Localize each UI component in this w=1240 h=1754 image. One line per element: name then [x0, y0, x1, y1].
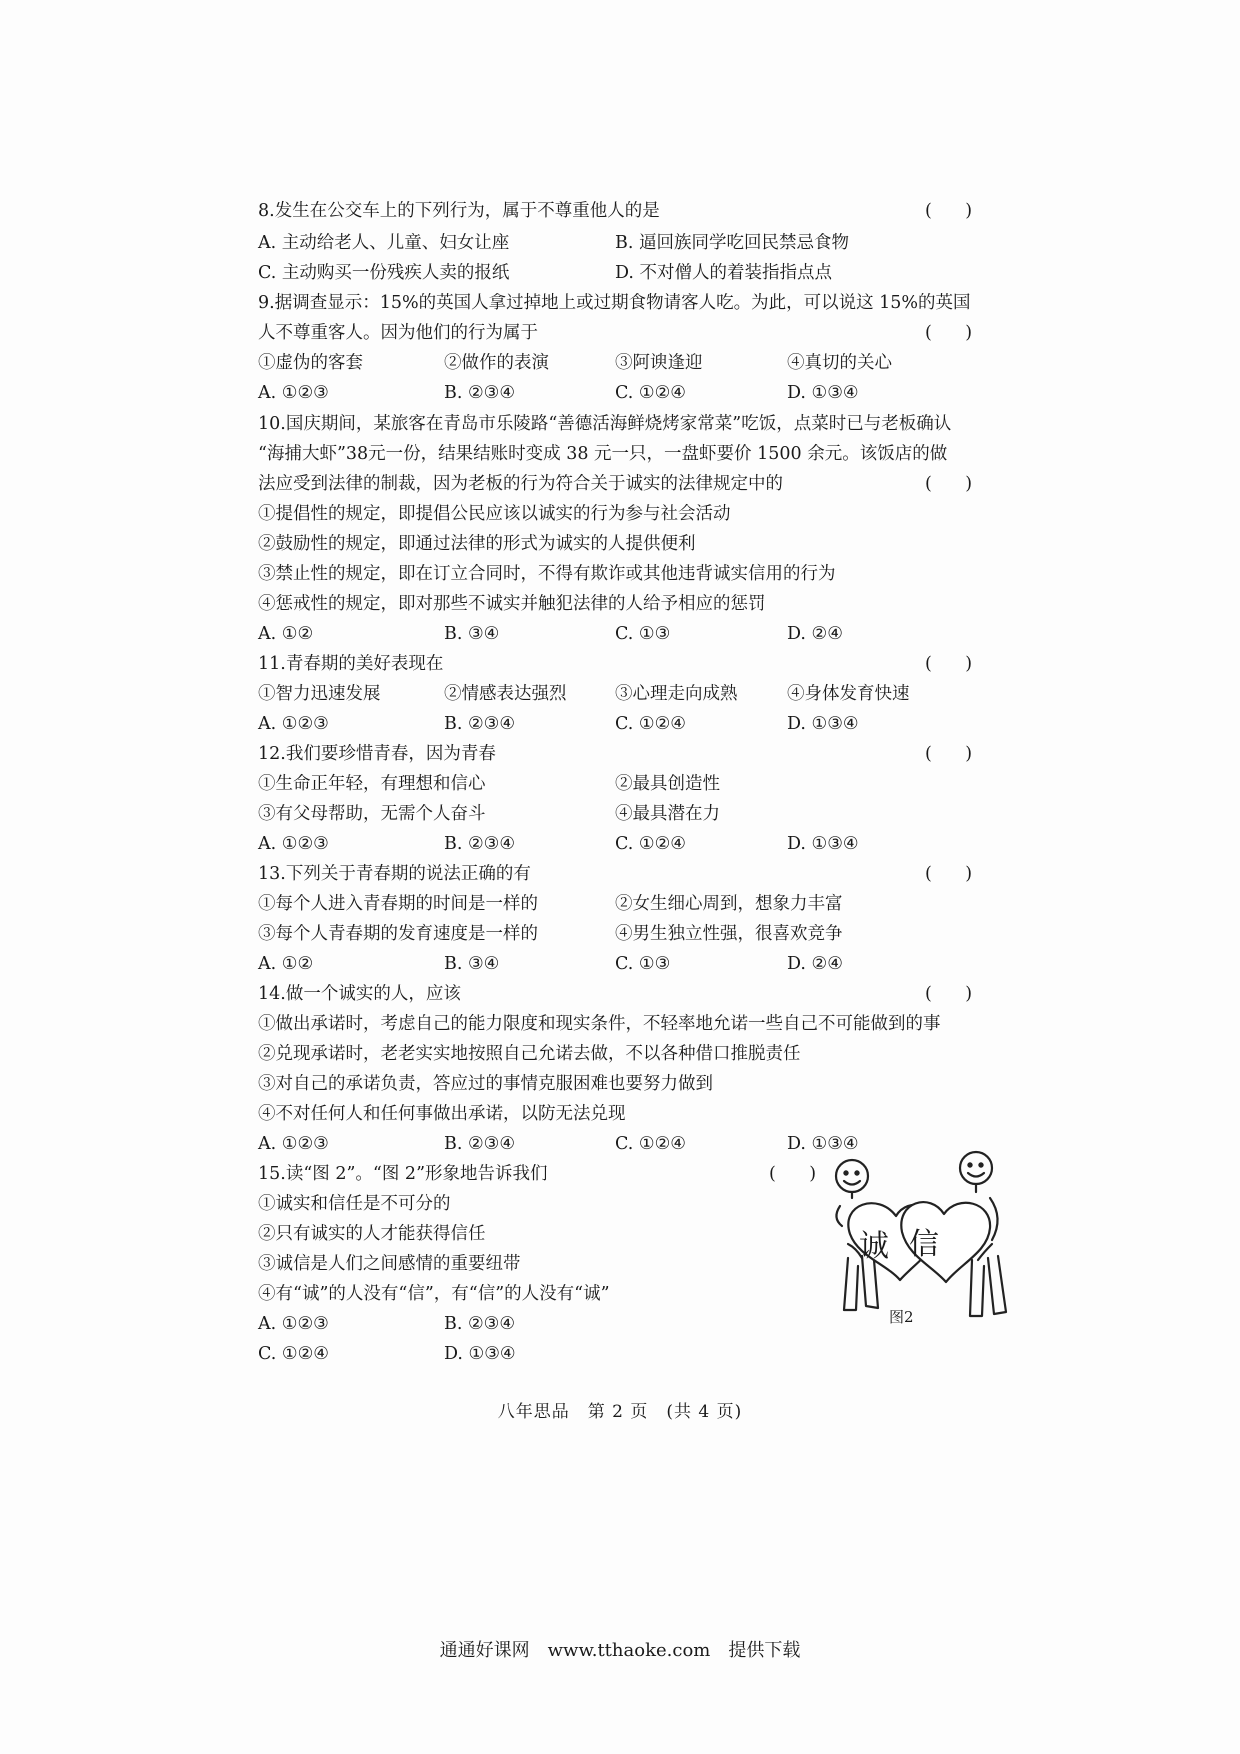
q14-statement-3: ③对自己的承诺负责，答应过的事情克服困难也要努力做到: [258, 1074, 713, 1094]
q10-option-d: D. ②④: [787, 624, 843, 644]
q11-option-c: C. ①②④: [615, 714, 686, 734]
heart-right-label: 信: [909, 1227, 939, 1262]
q9-stem-line2: 人不尊重客人。因为他们的行为属于: [258, 323, 538, 343]
q10-stem-line3: 法应受到法律的制裁，因为老板的行为符合关于诚实的法律规定中的: [258, 474, 783, 494]
q11-option-a: A. ①②③: [258, 714, 329, 734]
q14-option-c: C. ①②④: [615, 1134, 686, 1154]
q8-option-a: A. 主动给老人、儿童、妇女让座: [258, 233, 510, 253]
q9-statement-1: ①虚伪的客套: [258, 353, 363, 373]
q13-option-c: C. ①③: [615, 954, 671, 974]
q10-statement-2: ②鼓励性的规定，即通过法律的形式为诚实的人提供便利: [258, 534, 696, 554]
q15-statement-4: ④有“诚”的人没有“信”，有“信”的人没有“诚”: [258, 1284, 610, 1304]
q13-statement-3: ③每个人青春期的发育速度是一样的: [258, 924, 538, 944]
q13-answer-paren: ( ): [925, 864, 973, 884]
q12-answer-paren: ( ): [925, 744, 973, 764]
q15-statement-3: ③诚信是人们之间感情的重要纽带: [258, 1254, 521, 1274]
q10-statement-1: ①提倡性的规定，即提倡公民应该以诚实的行为参与社会活动: [258, 504, 731, 524]
q12-option-d: D. ①③④: [787, 834, 859, 854]
q14-statement-2: ②兑现承诺时，老老实实地按照自己允诺去做，不以各种借口推脱责任: [258, 1044, 801, 1064]
q10-stem-line1: 10.国庆期间，某旅客在青岛市乐陵路“善德活海鲜烧烤家常菜”吃饭，点菜时已与老板确认: [258, 414, 952, 434]
q14-option-a: A. ①②③: [258, 1134, 329, 1154]
q12-option-b: B. ②③④: [444, 834, 516, 854]
q15-option-a: A. ①②③: [258, 1314, 329, 1334]
q12-statement-4: ④最具潜在力: [615, 804, 720, 824]
q10-answer-paren: ( ): [925, 474, 973, 494]
q13-statement-4: ④男生独立性强，很喜欢竞争: [615, 924, 843, 944]
q9-statement-4: ④真切的关心: [787, 353, 892, 373]
q12-option-a: A. ①②③: [258, 834, 329, 854]
q15-stem: 15.读“图 2”。“图 2”形象地告诉我们: [258, 1164, 548, 1184]
q9-statement-2: ②做作的表演: [444, 353, 549, 373]
q9-answer-paren: ( ): [925, 323, 973, 343]
q9-option-b: B. ②③④: [444, 383, 516, 403]
q10-stem-line2: “海捕大虾”38元一份，结果结账时变成 38 元一只，一盘虾要价 1500 余元。该饭店的做: [258, 444, 948, 464]
q11-option-d: D. ①③④: [787, 714, 859, 734]
q13-option-d: D. ②④: [787, 954, 843, 974]
q15-option-c: C. ①②④: [258, 1344, 329, 1364]
q11-statement-4: ④身体发育快速: [787, 684, 910, 704]
q14-answer-paren: ( ): [925, 984, 973, 1004]
q14-stem: 14.做一个诚实的人，应该: [258, 984, 461, 1004]
figure-2-caption: 图2: [889, 1308, 914, 1326]
q14-statement-1: ①做出承诺时，考虑自己的能力限度和现实条件，不轻率地允诺一些自己不可能做到的事: [258, 1014, 941, 1034]
q13-stem: 13.下列关于青春期的说法正确的有: [258, 864, 531, 884]
q12-stem: 12.我们要珍惜青春，因为青春: [258, 744, 496, 764]
q11-statement-2: ②情感表达强烈: [444, 684, 567, 704]
q9-stem-line1: 9.据调查显示：15%的英国人拿过掉地上或过期食物请客人吃。为此，可以说这 15%的英国: [258, 293, 971, 313]
q13-option-a: A. ①②: [258, 954, 314, 974]
q12-statement-1: ①生命正年轻，有理想和信心: [258, 774, 486, 794]
q8-stem: 8.发生在公交车上的下列行为，属于不尊重他人的是: [258, 201, 660, 221]
q9-option-d: D. ①③④: [787, 383, 859, 403]
q12-statement-2: ②最具创造性: [615, 774, 720, 794]
right-person-head: [960, 1152, 992, 1184]
q9-option-c: C. ①②④: [615, 383, 686, 403]
q13-statement-2: ②女生细心周到，想象力丰富: [615, 894, 843, 914]
q14-option-d: D. ①③④: [787, 1134, 859, 1154]
heart-left-label: 诚: [859, 1229, 889, 1264]
q9-option-a: A. ①②③: [258, 383, 329, 403]
q13-option-b: B. ③④: [444, 954, 500, 974]
q8-option-d: D. 不对僧人的着装指指点点: [615, 263, 833, 283]
q15-statement-1: ①诚实和信任是不可分的: [258, 1194, 451, 1214]
q15-option-b: B. ②③④: [444, 1314, 516, 1334]
q15-option-d: D. ①③④: [444, 1344, 516, 1364]
q14-option-b: B. ②③④: [444, 1134, 516, 1154]
q11-answer-paren: ( ): [925, 654, 973, 674]
q14-statement-4: ④不对任何人和任何事做出承诺，以防无法兑现: [258, 1104, 626, 1124]
q11-option-b: B. ②③④: [444, 714, 516, 734]
q12-option-c: C. ①②④: [615, 834, 686, 854]
q8-answer-paren: ( ): [925, 201, 973, 221]
q9-statement-3: ③阿谀逢迎: [615, 353, 703, 373]
left-person-head: [836, 1160, 868, 1192]
q10-statement-3: ③禁止性的规定，即在订立合同时，不得有欺诈或其他违背诚实信用的行为: [258, 564, 836, 584]
q8-option-b: B. 逼回族同学吃回民禁忌食物: [615, 233, 849, 253]
q13-statement-1: ①每个人进入青春期的时间是一样的: [258, 894, 538, 914]
q11-statement-3: ③心理走向成熟: [615, 684, 738, 704]
q8-option-c: C. 主动购买一份残疾人卖的报纸: [258, 263, 510, 283]
q10-option-c: C. ①③: [615, 624, 671, 644]
q11-statement-1: ①智力迅速发展: [258, 684, 381, 704]
q10-statement-4: ④惩戒性的规定，即对那些不诚实并触犯法律的人给予相应的惩罚: [258, 594, 766, 614]
q11-stem: 11.青春期的美好表现在: [258, 654, 444, 674]
page-footer: 八年思品 第 2 页 (共 4 页): [497, 1402, 743, 1422]
download-credit: 通通好课网 www.tthaoke.com 提供下载: [439, 1640, 801, 1661]
q12-statement-3: ③有父母帮助，无需个人奋斗: [258, 804, 486, 824]
q10-option-a: A. ①②: [258, 624, 314, 644]
q15-answer-paren: ( ): [769, 1164, 817, 1184]
q10-option-b: B. ③④: [444, 624, 500, 644]
q15-statement-2: ②只有诚实的人才能获得信任: [258, 1224, 486, 1244]
